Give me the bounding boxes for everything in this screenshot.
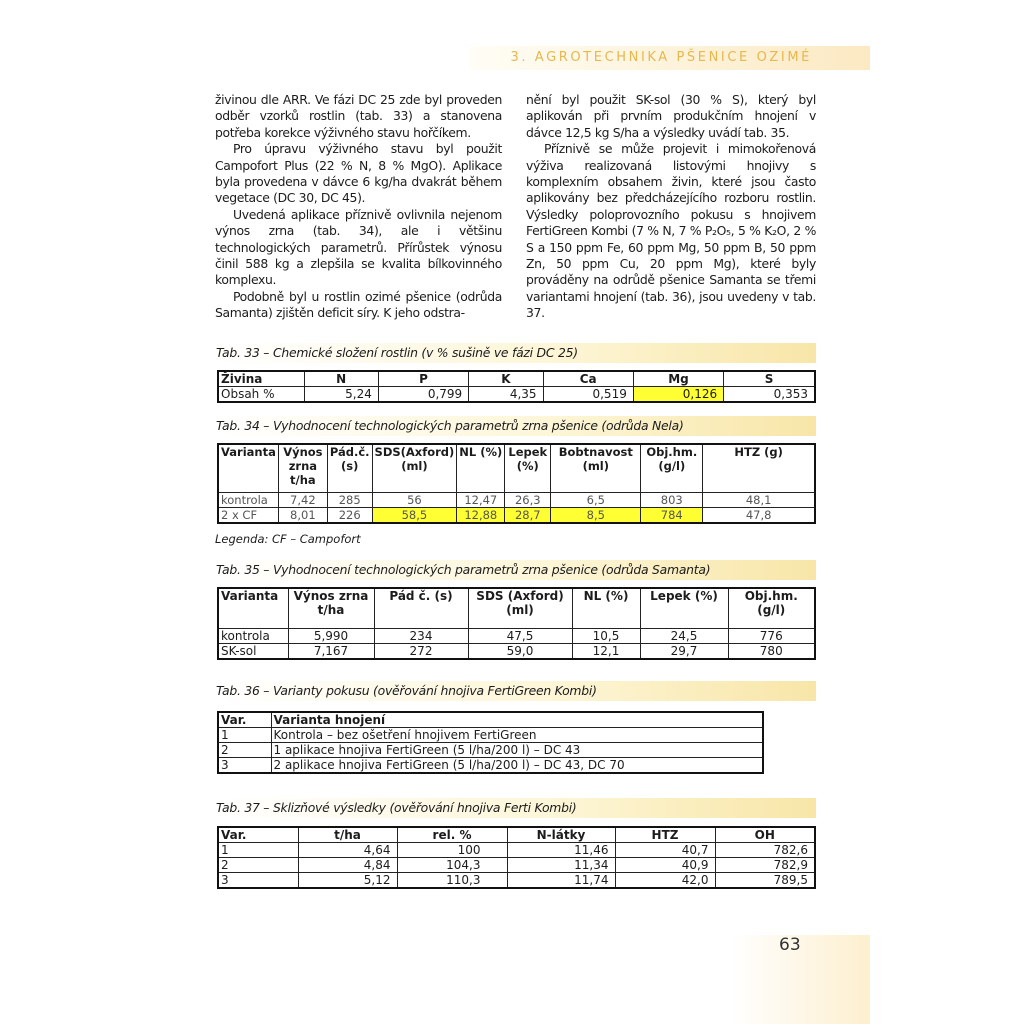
cell: 1 aplikace hnojiva FertiGreen (5 l/ha/200 l) – DC 43 (271, 743, 763, 758)
cell: 789,5 (715, 873, 815, 889)
cell: 2 aplikace hnojiva FertiGreen (5 l/ha/200 l) – DC 43, DC 70 (271, 758, 763, 774)
cell: 782,6 (715, 843, 815, 858)
table-35-caption: Tab. 35 – Vyhodnocení technologických parametrů zrna pšenice (odrůda Samanta) (215, 560, 816, 580)
cell: 226 (327, 507, 372, 523)
table-row (218, 743, 763, 758)
cell-highlighted: 784 (641, 507, 703, 523)
cell: 40,7 (615, 843, 715, 858)
cell: 782,9 (715, 858, 815, 873)
header-cell: Pád.č. (s) (327, 444, 372, 492)
header-cell: P (378, 371, 468, 387)
cell: 4,35 (469, 387, 543, 403)
cell: Kontrola – bez ošetření hnojivem FertiGreen (271, 728, 763, 743)
paragraph: Příznivě se může projevit i mimokořenová výživa realizovaná listovými hnojivy s komplexním obsahem živin, které jsou často aplikovány bez předcházejícího rozboru rostlin. Výsledky poloprovozního pokusu s hnojivem FertiGreen Kombi (7 % N, 7 % P₂O₅, 5 % K₂O, 2 % S a 150 ppm Fe, 60 ppm Mg, 50 ppm B, 50 ppm Zn, 50 ppm Cu, 20 ppm Mg), které byly prováděny na odrůdě pšenice Samanta se třemi variantami hnojení (tab. 36), jsou uvedeny v tab. 37. (526, 141, 816, 321)
cell: 7,167 (288, 643, 374, 659)
cell: 1 (218, 728, 271, 743)
cell: 2 x CF (218, 507, 278, 523)
cell: 40,9 (615, 858, 715, 873)
cell: 29,7 (640, 643, 728, 659)
header-cell: K (469, 371, 543, 387)
header-cell: rel. % (397, 827, 507, 843)
cell: 42,0 (615, 873, 715, 889)
table-row (218, 628, 815, 643)
cell: 26,3 (505, 492, 551, 507)
cell: 0,353 (724, 387, 815, 403)
table-row (218, 492, 815, 507)
cell: 56 (372, 492, 457, 507)
cell: 5,12 (298, 873, 397, 889)
header-cell: Varianta (218, 444, 278, 492)
cell: 4,64 (298, 843, 397, 858)
cell: 5,24 (304, 387, 378, 403)
cell: 11,46 (507, 843, 615, 858)
cell-highlighted: 58,5 (372, 507, 457, 523)
cell: 2 (218, 743, 271, 758)
header-cell: HTZ (g) (703, 444, 815, 492)
cell: Obsah % (218, 387, 304, 403)
header-cell: NL (%) (457, 444, 505, 492)
table-36 (217, 711, 764, 774)
cell: 7,42 (278, 492, 327, 507)
header-cell: Obj.hm. (g/l) (728, 588, 815, 628)
header-cell: N-látky (507, 827, 615, 843)
paragraph: Uvedená aplikace příznivě ovlivnila nejenom výnos zrna (tab. 34), ale i většinu technologických parametrů. Přírůstek výnosu činil 588 kg a zlepšila se kvalita bílkovinného komplexu. (215, 206, 502, 288)
cell: 272 (374, 643, 468, 659)
cell: 5,990 (288, 628, 374, 643)
cell: kontrola (218, 628, 288, 643)
section-header: 3. AGROTECHNIKA PŠENICE OZIMÉ (510, 50, 812, 65)
cell: 12,1 (572, 643, 640, 659)
header-cell: Pád č. (s) (374, 588, 468, 628)
table-37-caption: Tab. 37 – Sklizňové výsledky (ověřování hnojiva Ferti Kombi) (215, 798, 816, 818)
cell: 803 (641, 492, 703, 507)
header-cell: N (304, 371, 378, 387)
cell: 10,5 (572, 628, 640, 643)
header-cell: Bobtnavost (ml) (551, 444, 641, 492)
table-35 (217, 587, 816, 660)
cell: 3 (218, 873, 298, 889)
cell: 8,01 (278, 507, 327, 523)
table-34-legend: Legenda: CF – Campofort (215, 532, 361, 546)
table-37 (217, 826, 816, 889)
cell: 0,799 (378, 387, 468, 403)
cell: 4,84 (298, 858, 397, 873)
left-column (215, 92, 502, 322)
cell: 11,74 (507, 873, 615, 889)
header-cell: t/ha (298, 827, 397, 843)
cell-highlighted: 28,7 (505, 507, 551, 523)
paragraph: Pro úpravu výživného stavu byl použit Campofort Plus (22 % N, 8 % MgO). Aplikace byla provedena v dávce 6 kg/ha dvakrát během vegetace (DC 30, DC 45). (215, 141, 502, 206)
cell: 3 (218, 758, 271, 774)
table-row (218, 507, 815, 523)
header-cell: SDS (Axford) (ml) (468, 588, 572, 628)
header-cell: S (724, 371, 815, 387)
table-row (218, 758, 763, 774)
header-cell: Var. (218, 827, 298, 843)
table-34 (217, 443, 816, 524)
table-row (218, 858, 815, 873)
header-cell: Výnos zrna t/ha (288, 588, 374, 628)
cell: 48,1 (703, 492, 815, 507)
paragraph: živinou dle ARR. Ve fázi DC 25 zde byl proveden odběr vzorků rostlin (tab. 33) a stanovena potřeba korekce výživného stavu hořčíkem. (215, 92, 502, 140)
cell: 110,3 (397, 873, 507, 889)
cell: 234 (374, 628, 468, 643)
cell: 285 (327, 492, 372, 507)
cell: 2 (218, 858, 298, 873)
table-row (218, 728, 763, 743)
cell: 11,34 (507, 858, 615, 873)
table-row (218, 873, 815, 889)
table-34-caption: Tab. 34 – Vyhodnocení technologických parametrů zrna pšenice (odrůda Nela) (215, 416, 816, 436)
header-cell: Výnos zrna t/ha (278, 444, 327, 492)
cell: 12,47 (457, 492, 505, 507)
table-36-caption: Tab. 36 – Varianty pokusu (ověřování hnojiva FertiGreen Kombi) (215, 681, 816, 701)
header-cell: Ca (543, 371, 633, 387)
cell: 780 (728, 643, 815, 659)
paragraph: nění byl použit SK-sol (30 % S), který byl aplikován při prvním produkčním hnojení v dávce 12,5 kg S/ha a výsledky uvádí tab. 35. (526, 92, 816, 140)
header-cell: Var. (218, 712, 271, 728)
table-row (218, 843, 815, 858)
cell: 0,519 (543, 387, 633, 403)
cell: SK-sol (218, 643, 288, 659)
table-row (218, 643, 815, 659)
header-cell: SDS(Axford) (ml) (372, 444, 457, 492)
header-cell: OH (715, 827, 815, 843)
cell-highlighted: 0,126 (633, 387, 723, 403)
cell: 776 (728, 628, 815, 643)
header-cell: Lepek (%) (640, 588, 728, 628)
right-column (526, 92, 816, 322)
header-cell: Varianta hnojení (271, 712, 763, 728)
table-33 (217, 370, 816, 403)
page-number: 63 (779, 935, 801, 955)
cell: kontrola (218, 492, 278, 507)
cell: 24,5 (640, 628, 728, 643)
cell-highlighted: 12,88 (457, 507, 505, 523)
cell: 1 (218, 843, 298, 858)
cell: 100 (397, 843, 507, 858)
header-cell: Živina (218, 371, 304, 387)
header-cell: Varianta (218, 588, 288, 628)
cell: 6,5 (551, 492, 641, 507)
header-cell: HTZ (615, 827, 715, 843)
cell: 59,0 (468, 643, 572, 659)
paragraph: Podobně byl u rostlin ozimé pšenice (odrůda Samanta) zjištěn deficit síry. K jeho odstra- (215, 288, 502, 321)
table-33-caption: Tab. 33 – Chemické složení rostlin (v % sušině ve fázi DC 25) (215, 343, 816, 363)
header-cell: Mg (633, 371, 723, 387)
header-cell: Obj.hm. (g/l) (641, 444, 703, 492)
cell: 47,5 (468, 628, 572, 643)
header-cell: Lepek (%) (505, 444, 551, 492)
cell: 104,3 (397, 858, 507, 873)
header-cell: NL (%) (572, 588, 640, 628)
cell-highlighted: 8,5 (551, 507, 641, 523)
cell: 47,8 (703, 507, 815, 523)
